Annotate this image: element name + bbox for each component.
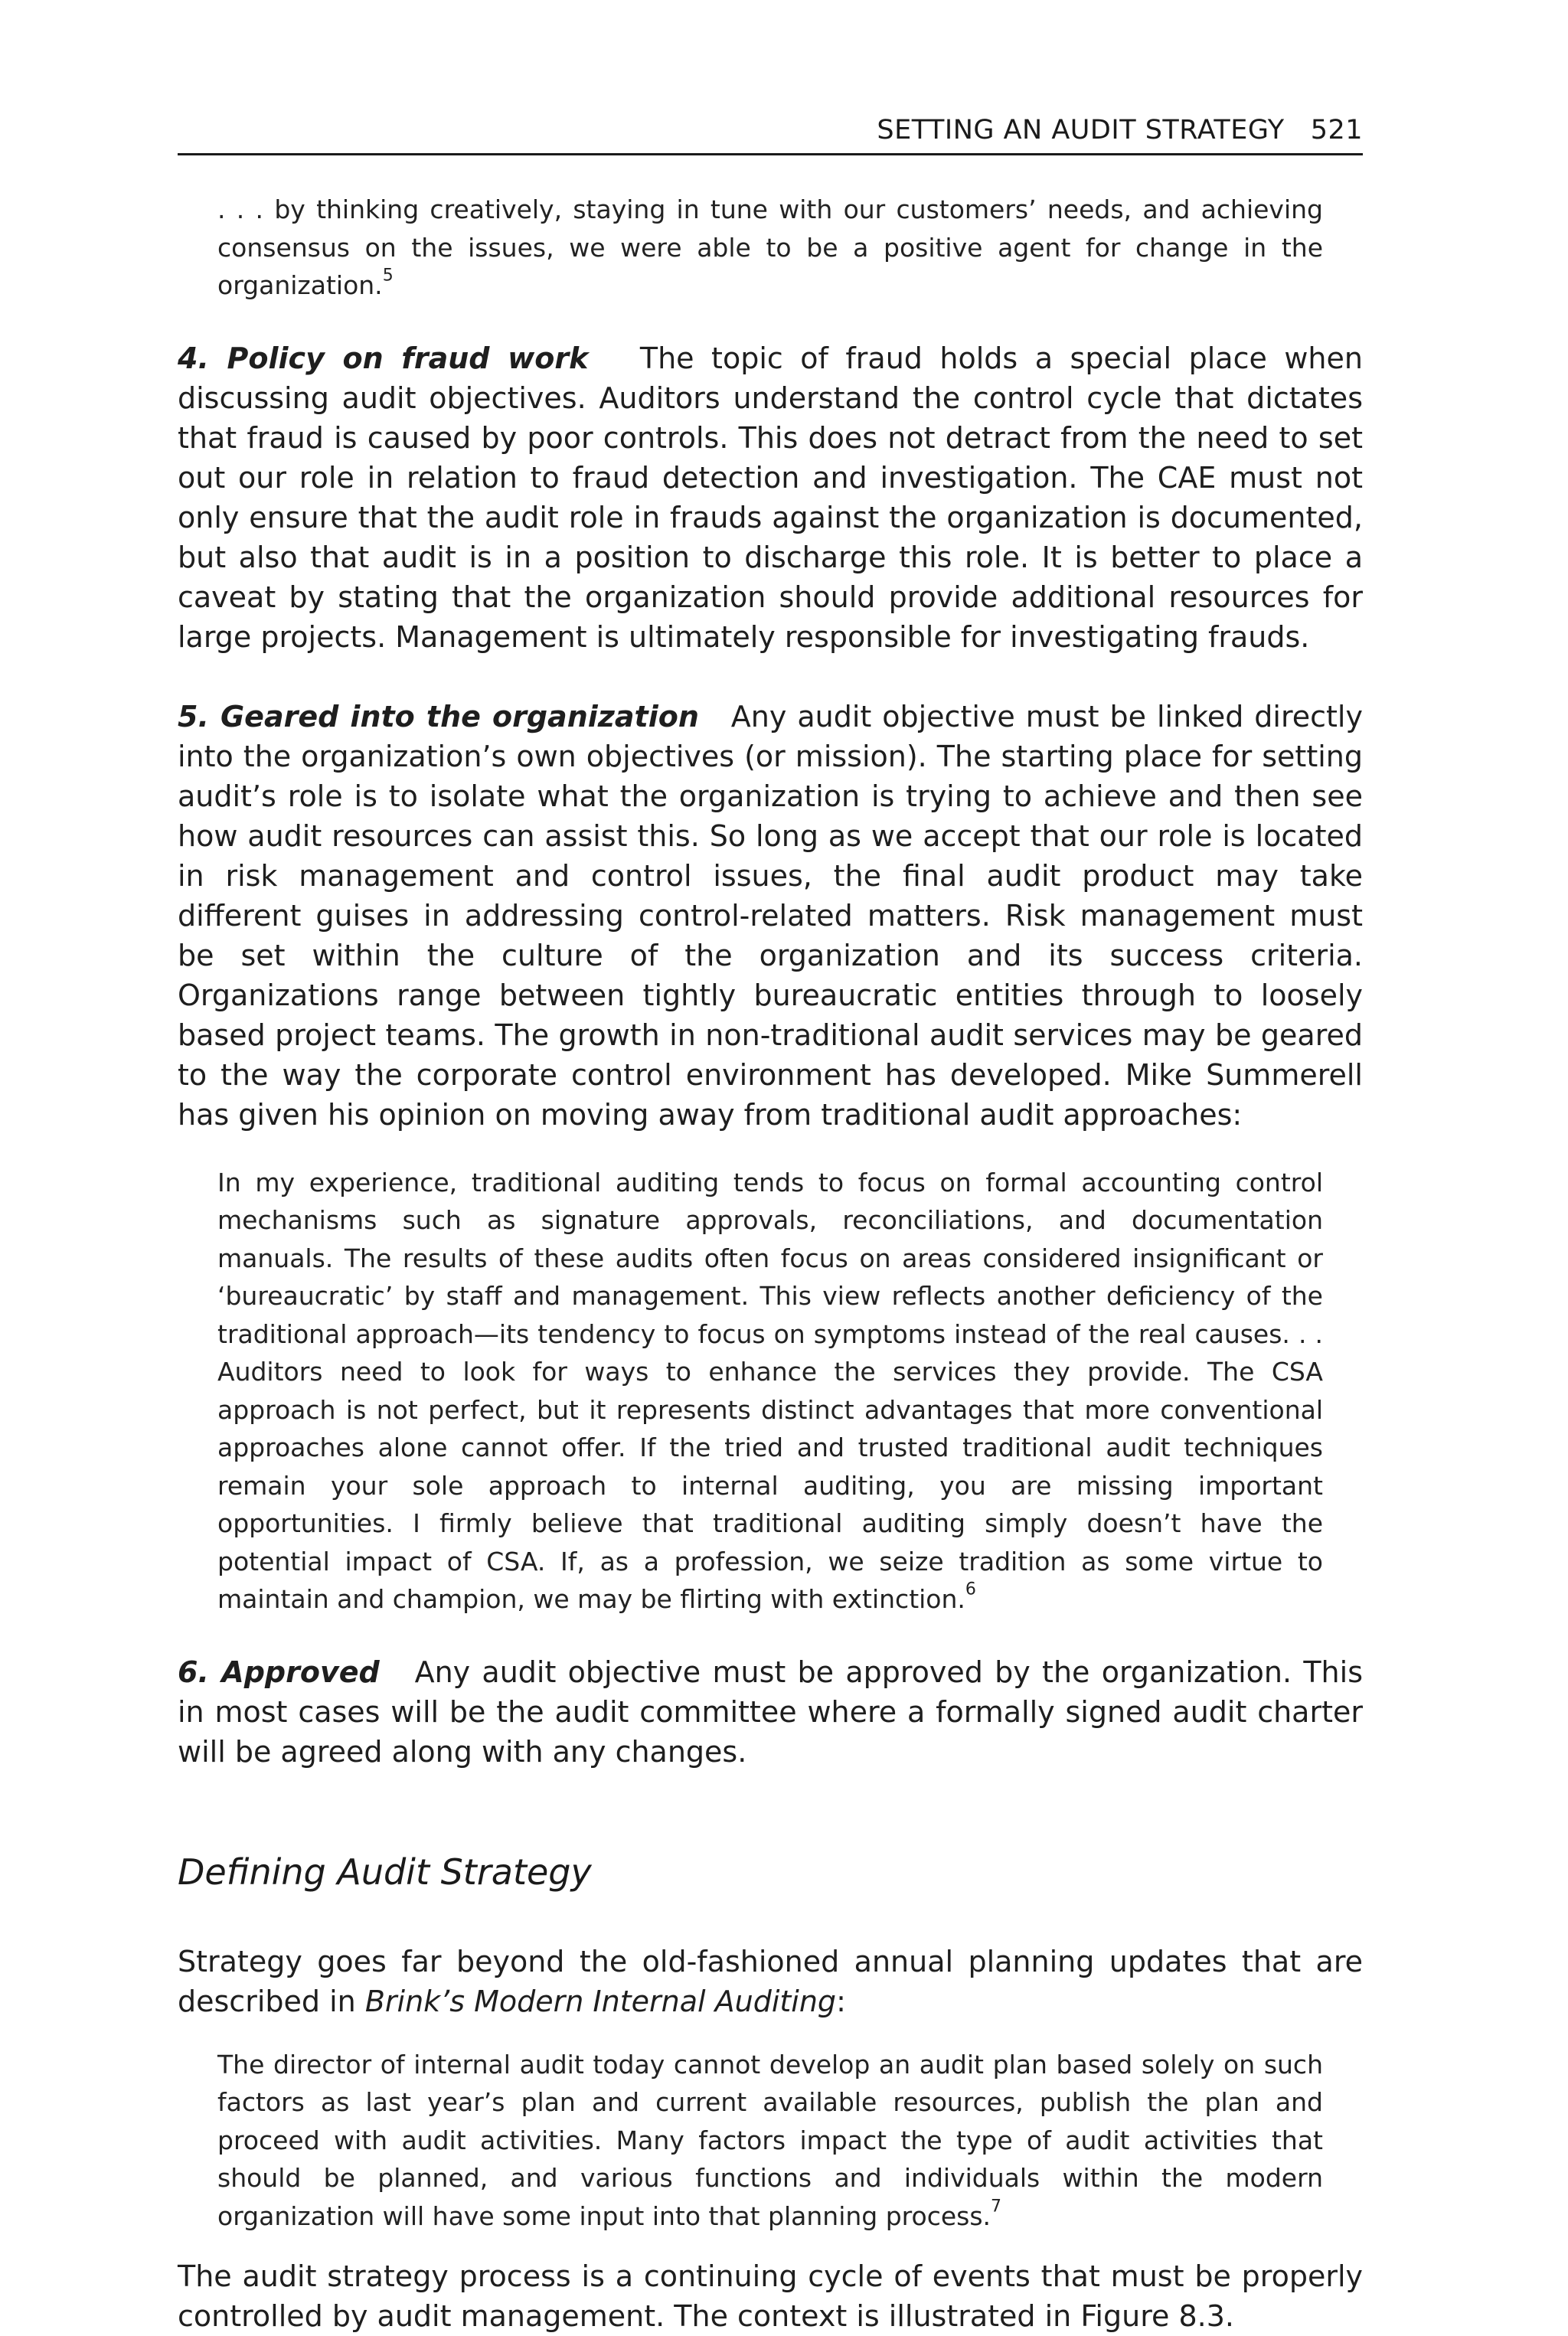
- section-heading: Defining Audit Strategy: [178, 1851, 592, 1893]
- block-quote-1: [217, 191, 1323, 305]
- book-page: [178, 115, 1363, 2336]
- running-header: [178, 115, 1363, 155]
- item-6-paragraph: [178, 1652, 1363, 1772]
- item-5-lead: 5. Geared into the organization: [178, 699, 699, 733]
- quote-3-text: The director of internal audit today cannot develop an audit plan based solely on such factors as last year’s plan and current available resources, publish the plan and proceed with audit activities. Many factors impact the type of audit activities that should be planned, and various functions and individuals within the modern organization will have some input into that planning process.: [217, 2049, 1323, 2231]
- quote-2-text: In my experience, traditional auditing tends to focus on formal accounting control mechanisms such as signature approvals, reconciliations, and documentation manuals. The results of these audits often focus on areas considered insignificant or ‘bureaucratic’ by staff and management. This view reflects another deficiency of the traditional approach—its tendency to focus on symptoms instead of the real causes. . . Auditors need to look for ways to enhance the services they provide. The CSA approach is not perfect, but it represents distinct advantages that more conventional approaches alone cannot offer. If the tried and trusted traditional audit techniques remain your sole approach to internal auditing, you are missing important opportunities. I firmly believe that traditional auditing simply doesn’t have the potential impact of CSA. If, as a profession, we seize tradition as some virtue to maintain and champion, we may be flirting with extinction.: [217, 1167, 1323, 1614]
- item-6-lead: 6. Approved: [178, 1655, 380, 1689]
- closing-paragraph: The audit strategy process is a continuing cycle of events that must be properly controlled by audit management. The context is illustrated in Figure 8.3.: [178, 2259, 1363, 2333]
- page-number: 521: [1310, 115, 1363, 145]
- block-quote-2: [217, 1164, 1323, 1619]
- strategy-intro-text: Strategy goes far beyond the old-fashioned annual planning updates that are described in: [178, 1944, 1363, 2018]
- item-5-text: Any audit objective must be linked directly into the organization’s own objectives (or mission). The starting place for setting audit’s role is to isolate what the organization is trying to achieve and then see how audit resources can assist this. So long as we accept that our role is located in risk management and control issues, the final audit product may take different guises in addressing control-related matters. Risk management must be set within the culture of the organization and its success criteria. Organizations range between tightly bureaucratic entities through to loosely based project teams. The growth in non-traditional audit services may be geared to the way the corporate control environment has developed. Mike Summerell has given his opinion on moving away from traditional audit approaches:: [178, 699, 1363, 1132]
- item-4-lead: 4. Policy on fraud work: [178, 341, 589, 375]
- item-4-text: The topic of fraud holds a special place when discussing audit objectives. Auditors understand the control cycle that dictates that fraud is caused by poor controls. This does not detract from the need to set out our role in relation to fraud detection and investigation. The CAE must not only ensure that the audit role in frauds against the organization is documented, but also that audit is in a position to discharge this role. It is better to place a caveat by stating that the organization should provide additional resources for large projects. Management is ultimately responsible for investigating frauds.: [178, 341, 1363, 654]
- footnote-ref-5: 5: [382, 266, 394, 286]
- quote-1-text: . . . by thinking creatively, staying in tune with our customers’ needs, and achieving consensus on the issues, we were able to be a positive agent for change in the organization.: [217, 194, 1323, 300]
- footnote-ref-6: 6: [965, 1580, 976, 1599]
- block-quote-3: [217, 2046, 1323, 2236]
- book-title: Brink’s Modern Internal Auditing: [364, 1984, 837, 2018]
- chapter-running-title: SETTING AN AUDIT STRATEGY: [877, 115, 1285, 145]
- item-4-paragraph: [178, 338, 1363, 657]
- strategy-intro-colon: :: [836, 1984, 846, 2018]
- strategy-intro-paragraph: [178, 1942, 1363, 2021]
- footnote-ref-7: 7: [991, 2196, 1002, 2216]
- item-6-text: Any audit objective must be approved by the organization. This in most cases will be the audit committee where a formally signed audit charter will be agreed along with any changes.: [178, 1655, 1363, 1769]
- item-5-paragraph: [178, 697, 1363, 1135]
